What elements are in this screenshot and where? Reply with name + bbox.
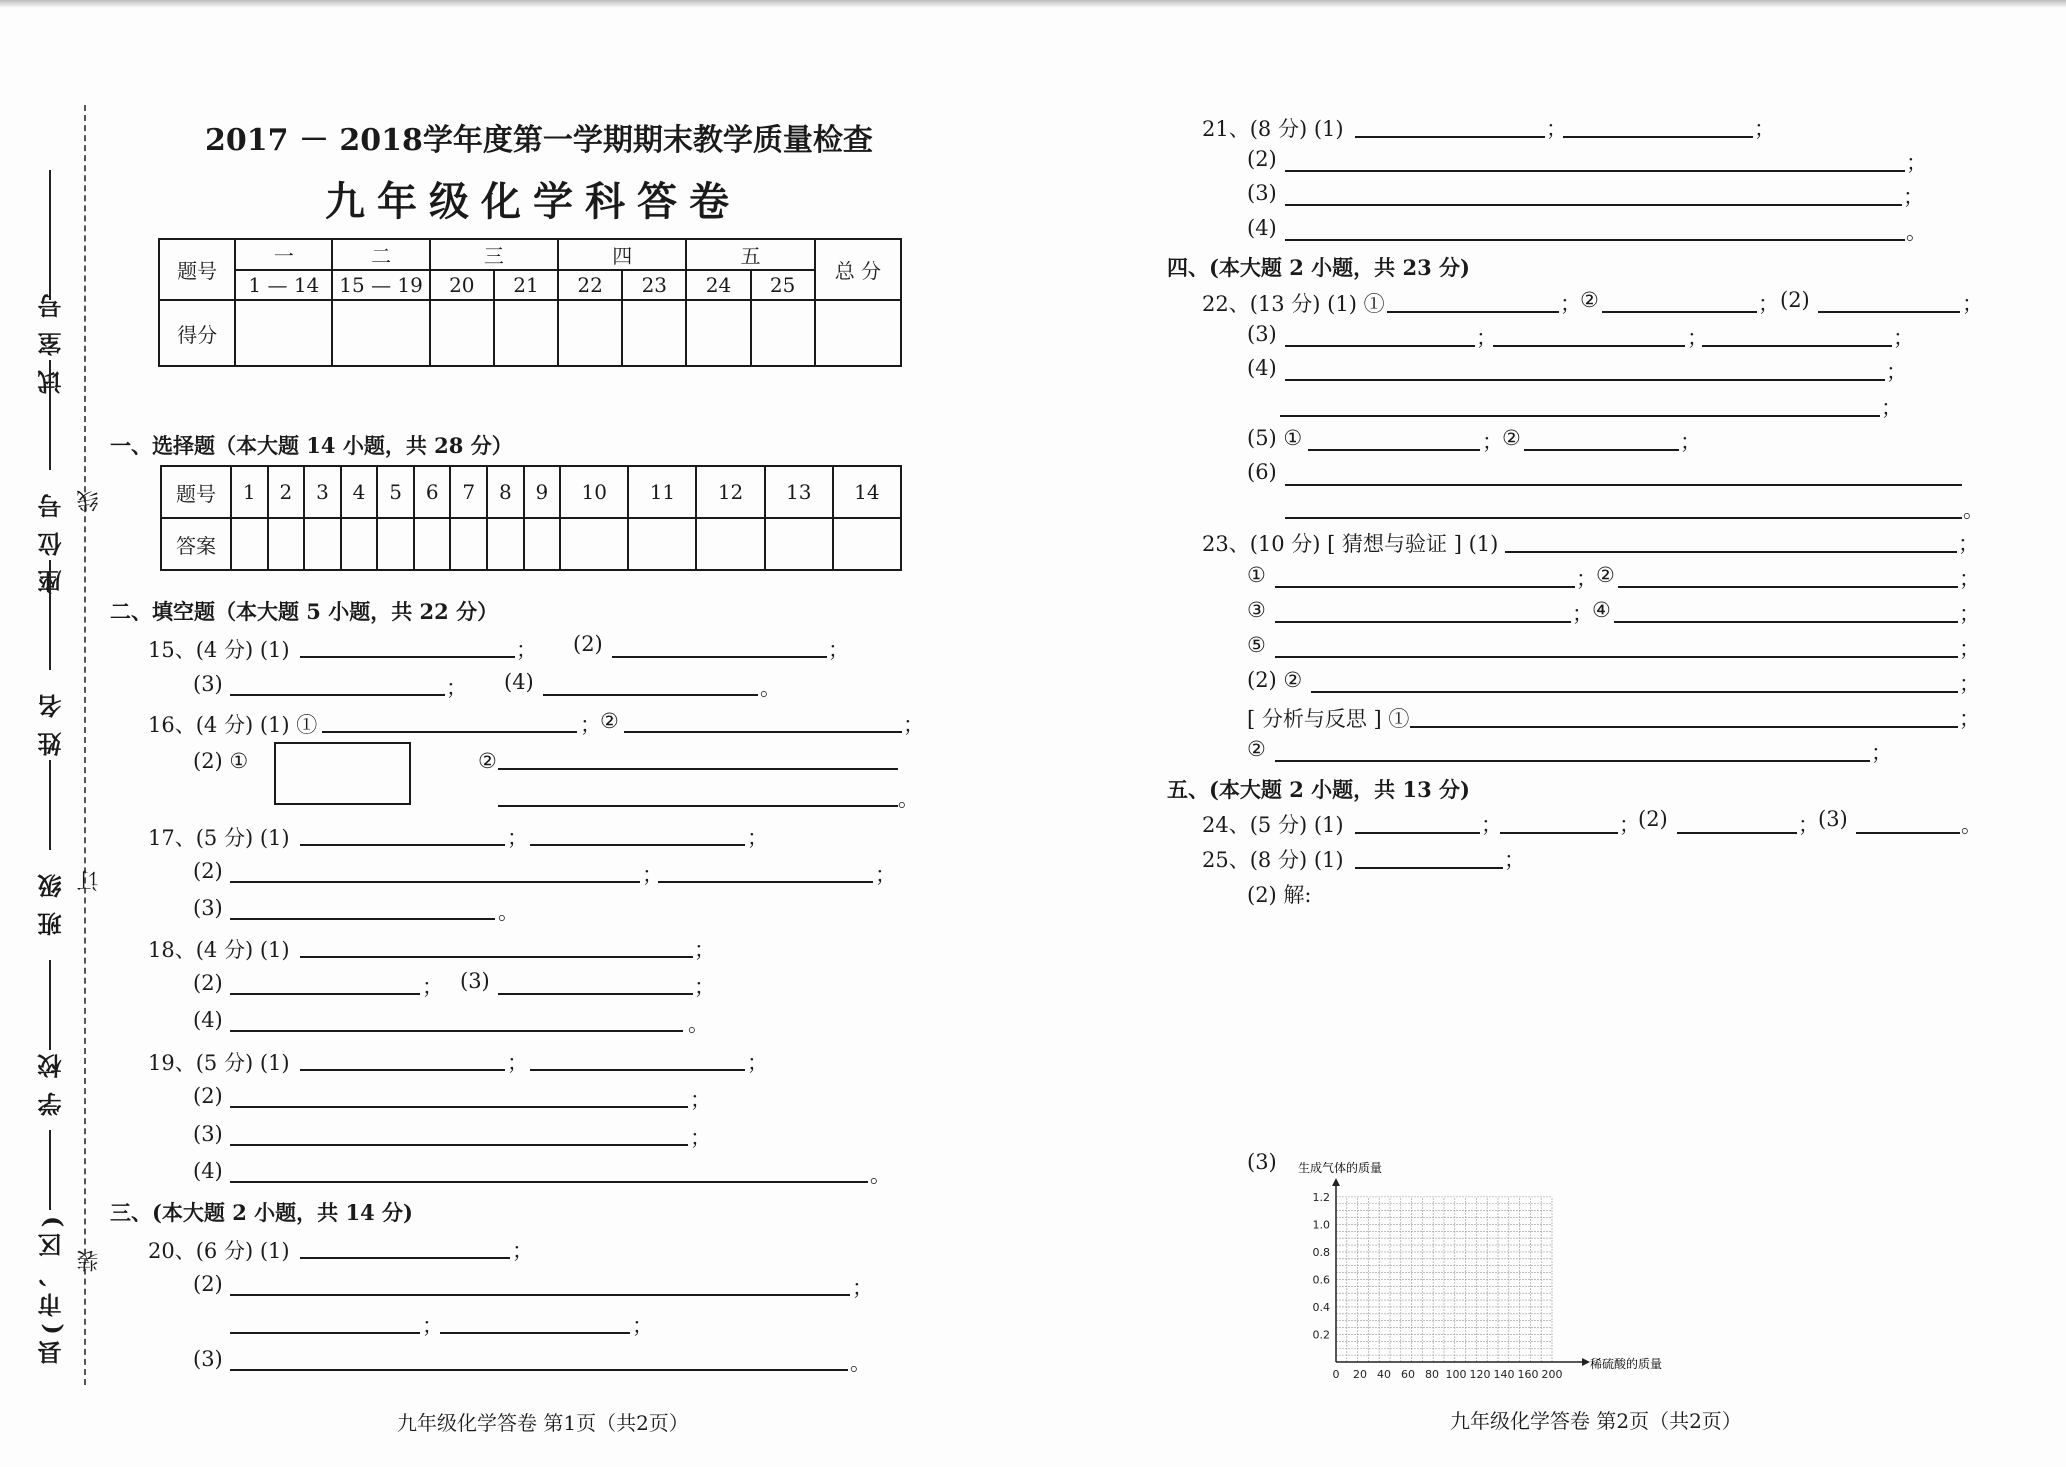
- class-label: 班级: [37, 860, 66, 936]
- q19-3-label: (3): [193, 1122, 223, 1146]
- section-1-title: 一、选择题（本大题 14 小题，共 28 分）: [110, 433, 513, 458]
- mcq-answer-cell[interactable]: [341, 518, 378, 570]
- x-tick-label: 0: [1332, 1368, 1340, 1381]
- group-5: 五: [686, 239, 814, 270]
- answer-line[interactable]: [1355, 136, 1545, 138]
- q24-2-label: (2): [1638, 807, 1668, 831]
- semicolon: ；: [852, 1276, 873, 1300]
- period: 。: [1961, 813, 1982, 837]
- mcq-answer-table: [160, 465, 902, 571]
- answer-line[interactable]: [230, 1181, 868, 1183]
- structure-drawing-box[interactable]: [274, 742, 411, 805]
- answer-line[interactable]: [1285, 239, 1905, 241]
- x-tick-label: 160: [1517, 1368, 1539, 1381]
- semicolon: ；: [1546, 117, 1567, 141]
- semicolon: ；: [694, 938, 715, 962]
- semicolon: ；: [690, 1126, 711, 1150]
- answer-line[interactable]: [1285, 345, 1475, 347]
- period: 。: [898, 787, 919, 811]
- semicolon: ；: [1871, 741, 1892, 765]
- semicolon: ；: [747, 826, 768, 850]
- q22-6-label: (6): [1247, 460, 1277, 484]
- semicolon: ；: [1619, 813, 1640, 837]
- score-table-header: 题号: [159, 239, 235, 300]
- q16-1-label: 16、(4 分) (1) ①: [148, 713, 318, 737]
- answer-line[interactable]: [300, 656, 515, 658]
- y-tick-label: 0.8: [1312, 1245, 1330, 1259]
- q22-5-label: (5) ①: [1247, 426, 1303, 450]
- q17-3-label: (3): [193, 896, 223, 920]
- answer-line[interactable]: [658, 881, 873, 883]
- score-cell[interactable]: [622, 300, 686, 366]
- semicolon: ；: [1886, 360, 1907, 384]
- chart-axes: [1332, 1178, 1590, 1366]
- x-tick-label: 100: [1445, 1368, 1467, 1381]
- semicolon: ；: [747, 1051, 768, 1075]
- x-tick-label: 120: [1469, 1368, 1491, 1381]
- section-4-title: 四、(本大题 2 小题，共 23 分): [1167, 255, 1470, 280]
- q20-2-label: (2): [193, 1272, 223, 1296]
- semicolon: ；: [1959, 637, 1980, 661]
- scan-edge: [0, 0, 2066, 8]
- semicolon: ；: [1504, 848, 1525, 872]
- answer-line[interactable]: [1618, 586, 1958, 588]
- section-3-title: 三、(本大题 2 小题，共 14 分): [110, 1200, 413, 1225]
- answer-line[interactable]: [1387, 311, 1559, 313]
- semicolon: ；: [1560, 292, 1581, 316]
- y-tick-label: 0.2: [1312, 1328, 1330, 1342]
- x-tick-label: 60: [1401, 1368, 1415, 1381]
- semicolon: ；: [828, 638, 849, 662]
- q16-2-2-label: ②: [478, 749, 497, 773]
- sub-2: 15 — 19: [332, 270, 429, 300]
- semicolon: ；: [1893, 326, 1914, 350]
- answer-line[interactable]: [1524, 449, 1679, 451]
- semicolon: ；: [446, 676, 467, 700]
- county-line: [49, 1130, 51, 1210]
- mcq-number: 14: [833, 466, 901, 518]
- q21-2-label: (2): [1247, 147, 1277, 171]
- sub-8: 25: [751, 270, 815, 300]
- sub-7: 24: [686, 270, 750, 300]
- answer-line[interactable]: [300, 956, 693, 958]
- score-table: [158, 238, 902, 367]
- q22-1-label: 22、(13 分) (1) ①: [1202, 292, 1385, 316]
- semicolon: ；: [1482, 430, 1503, 454]
- q23-c2-label: ②: [1596, 563, 1615, 587]
- answer-line[interactable]: [322, 731, 577, 733]
- semicolon: ；: [507, 826, 528, 850]
- semicolon: ；: [1754, 117, 1775, 141]
- q17-2-label: (2): [193, 859, 223, 883]
- group-4: 四: [558, 239, 686, 270]
- cut-mark-order: 订: [77, 870, 102, 892]
- section-2-title: 二、填空题（本大题 5 小题，共 22 分）: [110, 599, 499, 624]
- answer-line[interactable]: [230, 694, 445, 696]
- mcq-answer-label: 答案: [161, 518, 231, 570]
- section-5-title: 五、(本大题 2 小题，共 13 分): [1167, 777, 1470, 802]
- answer-line[interactable]: [230, 918, 495, 920]
- sub-4: 21: [494, 270, 558, 300]
- mcq-answer-cell[interactable]: [560, 518, 628, 570]
- semicolon: ；: [690, 1088, 711, 1112]
- q18-2-label: (2): [193, 971, 223, 995]
- semicolon: ；: [1959, 567, 1980, 591]
- semicolon: ；: [1572, 602, 1593, 626]
- semicolon: ；: [1881, 396, 1902, 420]
- mcq-number: 7: [450, 466, 487, 518]
- score-cell[interactable]: [430, 300, 494, 366]
- period: 。: [688, 1012, 709, 1036]
- mcq-number: 13: [765, 466, 833, 518]
- group-3: 三: [430, 239, 558, 270]
- semicolon: ；: [1758, 292, 1779, 316]
- q20-1-label: 20、(6 分) (1): [148, 1239, 290, 1263]
- answer-line[interactable]: [1410, 726, 1958, 728]
- score-cell[interactable]: [751, 300, 815, 366]
- answer-line[interactable]: [543, 694, 758, 696]
- semicolon: ；: [1798, 813, 1819, 837]
- mcq-answer-cell[interactable]: [377, 518, 414, 570]
- school-label: 学校: [37, 1040, 66, 1116]
- paper-title: 九年级化学科答卷: [325, 178, 741, 225]
- semicolon: ；: [422, 1314, 443, 1338]
- semicolon: ；: [694, 975, 715, 999]
- q23-reflect-label: [ 分析与反思 ] ①: [1247, 707, 1410, 731]
- answer-line[interactable]: [530, 844, 745, 846]
- answer-line[interactable]: [1602, 311, 1757, 313]
- score-cell[interactable]: [332, 300, 429, 366]
- chart-grid: [1336, 1197, 1552, 1362]
- q22-2-label: (2): [1780, 288, 1810, 312]
- semicolon: ；: [875, 863, 896, 887]
- y-tick-label: 1.2: [1312, 1190, 1330, 1204]
- answer-line[interactable]: [230, 1294, 850, 1296]
- cut-mark-bind: 装: [77, 1250, 102, 1272]
- y-tick-label: 1.0: [1312, 1218, 1330, 1232]
- semicolon: ；: [903, 713, 924, 737]
- group-2: 二: [332, 239, 429, 270]
- answer-line[interactable]: [1275, 586, 1575, 588]
- q22-5-2-label: ②: [1502, 426, 1521, 450]
- answer-line[interactable]: [440, 1332, 630, 1334]
- answer-line[interactable]: [612, 656, 827, 658]
- y-tick-label: 0.4: [1312, 1300, 1330, 1314]
- score-cell[interactable]: [558, 300, 622, 366]
- period: 。: [850, 1351, 871, 1375]
- semicolon: ；: [632, 1314, 653, 1338]
- q23-1-label: 23、(10 分) [ 猜想与验证 ] (1): [1202, 532, 1499, 556]
- x-tick-label: 80: [1425, 1368, 1439, 1381]
- score-cell[interactable]: [235, 300, 332, 366]
- answer-line[interactable]: [1493, 345, 1685, 347]
- x-tick-label: 40: [1377, 1368, 1391, 1381]
- answer-line[interactable]: [230, 1369, 848, 1371]
- period: 。: [760, 676, 781, 700]
- semicolon: ；: [516, 638, 537, 662]
- group-1: 一: [235, 239, 332, 270]
- q17-1-label: 17、(5 分) (1): [148, 826, 290, 850]
- chart-ticks: [1313, 1191, 1563, 1381]
- answer-line[interactable]: [1275, 760, 1870, 762]
- q15-4-label: (4): [504, 670, 534, 694]
- answer-line[interactable]: [1285, 170, 1905, 172]
- x-tick-label: 140: [1493, 1368, 1515, 1381]
- mcq-answer-cell[interactable]: [268, 518, 305, 570]
- answer-line[interactable]: [1856, 832, 1960, 834]
- q15-1-label: 15、(4 分) (1): [148, 638, 290, 662]
- q19-4-label: (4): [193, 1159, 223, 1183]
- period: 。: [1963, 498, 1984, 522]
- x-tick-label: 200: [1541, 1368, 1563, 1381]
- sub-6: 23: [622, 270, 686, 300]
- semicolon: ；: [1959, 707, 1980, 731]
- q23-reflect-2-label: ②: [1247, 737, 1266, 761]
- total-label: 总 分: [815, 239, 901, 300]
- page-2-footer: 九年级化学答卷 第2页（共2页）: [1450, 1409, 1742, 1433]
- answer-line[interactable]: [300, 844, 505, 846]
- q18-1-label: 18、(4 分) (1): [148, 938, 290, 962]
- q19-2-label: (2): [193, 1084, 223, 1108]
- answer-line[interactable]: [530, 1069, 745, 1071]
- mcq-number: 3: [304, 466, 341, 518]
- semicolon: ；: [642, 863, 663, 887]
- q23-2-label: (2) ②: [1247, 668, 1303, 692]
- x-tick-label: 20: [1353, 1368, 1367, 1381]
- q25-1-label: 25、(8 分) (1): [1202, 848, 1344, 872]
- semicolon: ；: [1958, 532, 1979, 556]
- mcq-answer-cell[interactable]: [304, 518, 341, 570]
- period: 。: [1906, 220, 1927, 244]
- sub-3: 20: [430, 270, 494, 300]
- county-label: 县(市、区): [37, 1210, 66, 1365]
- q15-3-label: (3): [193, 672, 223, 696]
- answer-line[interactable]: [1355, 832, 1480, 834]
- exam-title: 2017 － 2018学年度第一学期期末教学质量检查: [205, 123, 873, 158]
- q19-1-label: 19、(5 分) (1): [148, 1051, 290, 1075]
- semicolon: ；: [1481, 813, 1502, 837]
- semicolon: ；: [507, 1051, 528, 1075]
- q20-3-label: (3): [193, 1347, 223, 1371]
- seat-label: 座位号: [37, 480, 66, 594]
- answer-line[interactable]: [1275, 621, 1571, 623]
- answer-line[interactable]: [498, 993, 693, 995]
- semicolon: ；: [512, 1239, 533, 1263]
- sub-5: 22: [558, 270, 622, 300]
- semicolon: ；: [1903, 185, 1924, 209]
- mcq-number: 4: [341, 466, 378, 518]
- answer-line[interactable]: [1500, 832, 1618, 834]
- semicolon: ；: [580, 713, 601, 737]
- answer-line[interactable]: [1355, 867, 1503, 869]
- q21-4-label: (4): [1247, 216, 1277, 240]
- semicolon: ；: [1476, 326, 1497, 350]
- q23-c1-label: ①: [1247, 563, 1266, 587]
- cut-mark-line: 线: [77, 490, 102, 512]
- answer-line[interactable]: [1285, 517, 1962, 519]
- school-line: [49, 960, 51, 1050]
- q23-c3-label: ③: [1247, 598, 1266, 622]
- semicolon: ；: [1680, 430, 1701, 454]
- answer-line[interactable]: [1505, 551, 1957, 553]
- semicolon: ；: [1906, 151, 1927, 175]
- mcq-row-label: 题号: [161, 466, 231, 518]
- answer-line[interactable]: [1285, 204, 1902, 206]
- answer-line[interactable]: [498, 805, 898, 807]
- mcq-answer-cell[interactable]: [524, 518, 561, 570]
- answer-line[interactable]: [1563, 136, 1753, 138]
- answer-line[interactable]: [1818, 311, 1960, 313]
- seat-line: [49, 360, 51, 470]
- gas-mass-chart[interactable]: [1290, 1152, 1690, 1382]
- q25-2-label: (2) 解:: [1247, 883, 1312, 907]
- answer-line[interactable]: [1311, 691, 1958, 693]
- answer-line[interactable]: [230, 881, 640, 883]
- q25-3-label: (3): [1247, 1150, 1277, 1174]
- mcq-number: 2: [268, 466, 305, 518]
- answer-line[interactable]: [230, 1332, 420, 1334]
- mcq-answer-cell[interactable]: [414, 518, 451, 570]
- period: 。: [870, 1163, 891, 1187]
- q16-2-label: (2) ①: [193, 749, 249, 773]
- q18-3-label: (3): [460, 969, 490, 993]
- q24-3-label: (3): [1818, 807, 1848, 831]
- q21-1-label: 21、(8 分) (1): [1202, 117, 1344, 141]
- answer-line[interactable]: [498, 768, 898, 770]
- chart-xlabel: 稀硫酸的质量: [1590, 1357, 1663, 1371]
- mcq-number: 11: [628, 466, 696, 518]
- score-label: 得分: [159, 300, 235, 366]
- q23-c4-label: ④: [1592, 598, 1611, 622]
- mcq-answer-cell[interactable]: [231, 518, 268, 570]
- answer-line[interactable]: [624, 731, 902, 733]
- mcq-answer-cell[interactable]: [450, 518, 487, 570]
- mcq-answer-cell[interactable]: [833, 518, 901, 570]
- period: 。: [498, 900, 519, 924]
- q22-3-label: (3): [1247, 322, 1277, 346]
- answer-line[interactable]: [230, 1144, 688, 1146]
- semicolon: ；: [1687, 326, 1708, 350]
- mcq-number: 10: [560, 466, 628, 518]
- mcq-answer-cell[interactable]: [696, 518, 764, 570]
- answer-line[interactable]: [1702, 345, 1892, 347]
- semicolon: ；: [1959, 602, 1980, 626]
- answer-line[interactable]: [230, 1030, 683, 1032]
- mcq-number: 5: [377, 466, 414, 518]
- mcq-number: 1: [231, 466, 268, 518]
- binding-dashed-line: [84, 105, 86, 1385]
- answer-line[interactable]: [1308, 449, 1480, 451]
- q21-3-label: (3): [1247, 181, 1277, 205]
- answer-line[interactable]: [1275, 656, 1958, 658]
- q16-1-2-label: ②: [600, 709, 619, 733]
- answer-line[interactable]: [1280, 415, 1880, 417]
- y-tick-label: 0.6: [1312, 1273, 1330, 1287]
- name-label: 姓名: [37, 680, 66, 756]
- exam-room-label: 试室号: [37, 280, 66, 394]
- mcq-answer-cell[interactable]: [628, 518, 696, 570]
- semicolon: ；: [1962, 292, 1983, 316]
- answer-line[interactable]: [1677, 832, 1797, 834]
- score-cell[interactable]: [815, 300, 901, 366]
- mcq-answer-cell[interactable]: [487, 518, 524, 570]
- score-cell[interactable]: [686, 300, 750, 366]
- y-axis-arrow: [1332, 1178, 1340, 1186]
- answer-line[interactable]: [1285, 484, 1962, 486]
- name-line: [49, 560, 51, 670]
- semicolon: ；: [422, 975, 443, 999]
- answer-line[interactable]: [300, 1069, 505, 1071]
- chart-ylabel: 生成气体的质量: [1298, 1161, 1383, 1175]
- mcq-number: 8: [487, 466, 524, 518]
- x-axis-arrow: [1582, 1358, 1590, 1366]
- mcq-number: 9: [524, 466, 561, 518]
- answer-line[interactable]: [230, 993, 420, 995]
- q22-1-2-label: ②: [1580, 288, 1599, 312]
- answer-line[interactable]: [1614, 621, 1958, 623]
- q15-2-label: (2): [573, 632, 603, 656]
- answer-line[interactable]: [300, 1257, 510, 1259]
- score-cell[interactable]: [494, 300, 558, 366]
- page-1-footer: 九年级化学答卷 第1页（共2页）: [397, 1411, 689, 1435]
- semicolon: ；: [1576, 567, 1597, 591]
- mcq-number: 12: [696, 466, 764, 518]
- q18-4-label: (4): [193, 1008, 223, 1032]
- class-line: [49, 760, 51, 850]
- q22-4-label: (4): [1247, 356, 1277, 380]
- mcq-number: 6: [414, 466, 451, 518]
- q24-1-label: 24、(5 分) (1): [1202, 813, 1344, 837]
- q23-c5-label: ⑤: [1247, 633, 1266, 657]
- sub-1: 1 — 14: [235, 270, 332, 300]
- answer-line[interactable]: [230, 1106, 688, 1108]
- semicolon: ；: [1959, 672, 1980, 696]
- mcq-answer-cell[interactable]: [765, 518, 833, 570]
- answer-line[interactable]: [1285, 379, 1885, 381]
